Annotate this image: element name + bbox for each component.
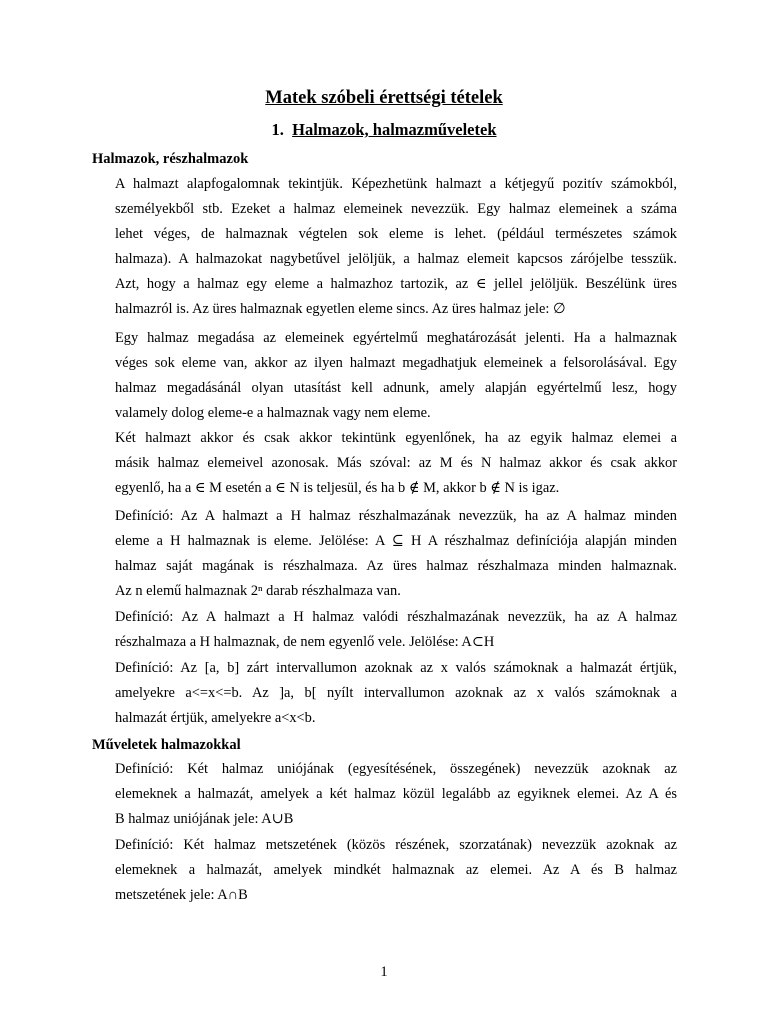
text-line: amelyekre a<=x<=b. Az ]a, b[ nyílt intervallumon azoknak az x valós számoknak a	[115, 685, 677, 701]
text-line: Az n elemű halmaznak 2ⁿ darab részhalmaza van.	[115, 583, 401, 599]
text-line: elemeknek a halmazát, amelyek mindkét halmaznak az elemei. Az A és B halmaz	[115, 862, 677, 878]
text-line: elemeknek a halmazát, amelyek a két halmaz közül legalább az egyiknek elemei. Az A és	[115, 786, 677, 802]
text-line: halmazról is. Az üres halmaznak egyetlen eleme sincs. Az üres halmaz jele: ∅	[115, 301, 566, 317]
text-line: valamely dolog eleme-e a halmaznak vagy nem eleme.	[115, 405, 431, 421]
text-line: Egy halmaz megadása az elemeinek egyértelmű meghatározását jelenti. Ha a halmaznak	[115, 330, 677, 346]
text-line: Két halmazt akkor és csak akkor tekintünk egyenlőnek, ha az egyik halmaz elemei a	[115, 430, 677, 446]
paragraph	[115, 172, 677, 322]
text-line: Definíció: Két halmaz uniójának (egyesítésének, összegének) nevezzük azoknak az	[115, 761, 677, 777]
text-line: Azt, hogy a halmaz egy eleme a halmazhoz tartozik, az ∈ jellel jelöljük. Beszélünk üres	[115, 276, 677, 292]
text-line: Definíció: Két halmaz metszetének (közös részének, szorzatának) nevezzük azoknak az	[115, 837, 677, 853]
text-line: halmaz saját magának is részhalmaza. Az üres halmaz részhalmaza minden halmaznak.	[115, 558, 677, 574]
text-line: halmaz megadásánál olyan utasítást kell adnunk, amely alapján egyértelmű lesz, hogy	[115, 380, 677, 396]
section-title-text: Halmazok, halmazműveletek	[292, 120, 497, 139]
text-line: B halmaz uniójának jele: A∪B	[115, 811, 294, 827]
paragraph	[115, 426, 677, 501]
text-line: véges sok eleme van, akkor az ilyen halmazt megadhatjuk elemeinek a felsorolásával. Egy	[115, 355, 677, 371]
paragraph	[115, 833, 677, 908]
text-line: A halmazt alapfogalomnak tekintjük. Képezhetünk halmazt a kétjegyű pozitív számokból,	[115, 176, 677, 192]
text-line: személyekből stb. Ezeket a halmaz elemeinek nevezzük. Egy halmaz elemeinek a száma	[115, 201, 677, 217]
section-title	[0, 119, 768, 141]
section-number: 1.	[271, 120, 284, 139]
heading-halmazok-reszhalmazok: Halmazok, részhalmazok	[92, 151, 249, 167]
document-title: Matek szóbeli érettségi tételek	[265, 88, 503, 108]
paragraph	[115, 326, 677, 426]
paragraph	[115, 605, 677, 655]
text-line: részhalmaza a H halmaznak, de nem egyenlő vele. Jelölése: A⊂H	[115, 634, 495, 650]
text-line: lehet véges, de halmaznak végtelen sok eleme is lehet. (például természetes számok	[115, 226, 677, 242]
text-line: Definíció: Az A halmazt a H halmaz valódi részhalmazának nevezzük, ha az A halmaz	[115, 609, 677, 625]
text-line: másik halmaz elemeivel azonosak. Más szóval: az M és N halmaz akkor és csak akkor	[115, 455, 677, 471]
paragraph	[115, 757, 677, 832]
paragraph	[115, 656, 677, 731]
text-line: metszetének jele: A∩B	[115, 887, 248, 903]
text-line: halmaza). A halmazokat nagybetűvel jelöljük, a halmaz elemeit kapcsos zárójelbe tesszük.	[115, 251, 677, 267]
page-number: 1	[380, 964, 388, 980]
text-line: eleme a H halmaznak is eleme. Jelölése: A ⊆ H A részhalmaz definíciója alapján minden	[115, 533, 677, 549]
text-line: egyenlő, ha a ∈ M esetén a ∈ N is teljesül, és ha b ∉ M, akkor b ∉ N is igaz.	[115, 480, 560, 496]
paragraph	[115, 504, 677, 604]
text-line: Definíció: Az [a, b] zárt intervallumon azoknak az x valós számoknak a halmazát értjük,	[115, 660, 677, 676]
heading-muveletek-halmazokkal: Műveletek halmazokkal	[92, 737, 241, 753]
text-line: halmazát értjük, amelyekre a<x<b.	[115, 710, 316, 726]
text-line: Definíció: Az A halmazt a H halmaz részhalmazának nevezzük, ha az A halmaz minden	[115, 508, 677, 524]
